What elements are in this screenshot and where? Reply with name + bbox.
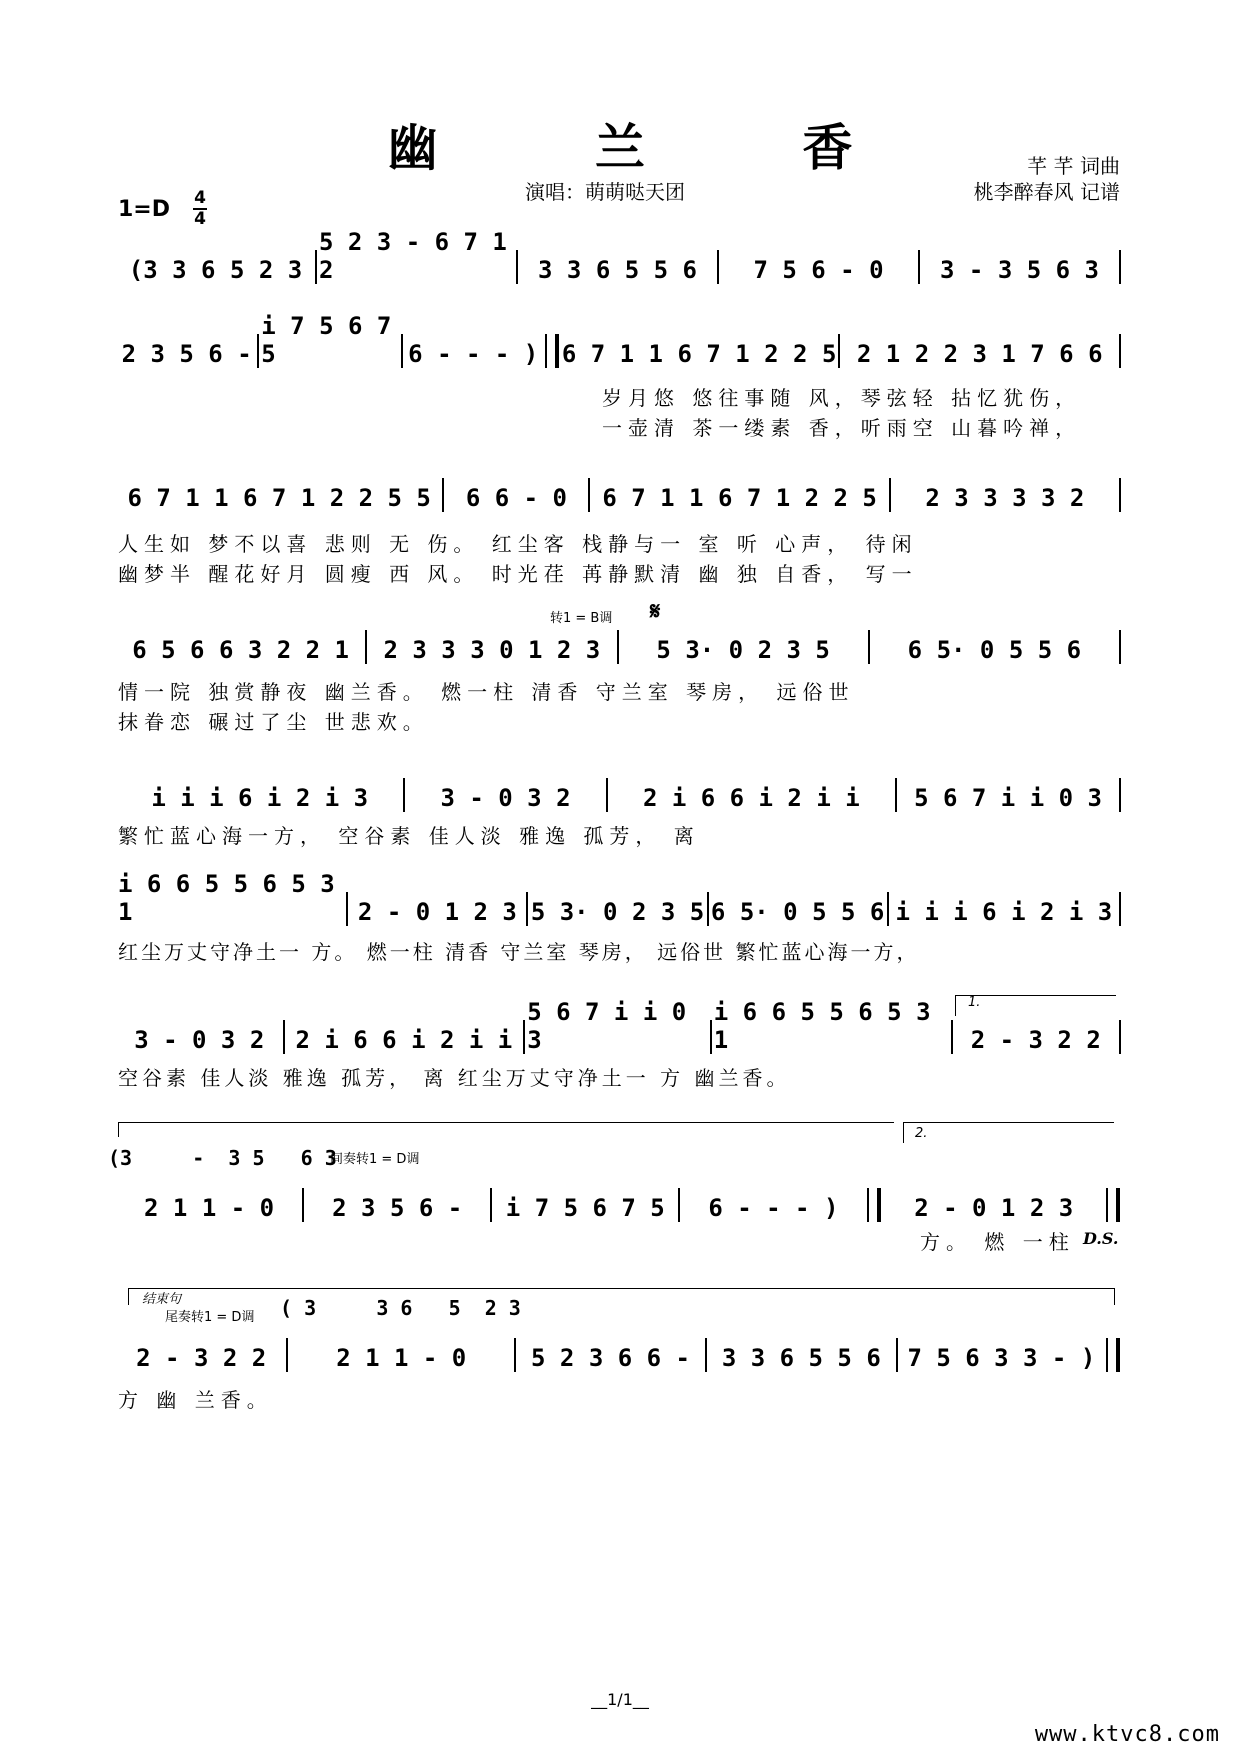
page-number: __1/1__ [591, 1690, 649, 1709]
dal-segno-mark: D.S. [1083, 1229, 1119, 1248]
outro-notes: ( 3 3 6 5 2 3 [280, 1296, 521, 1320]
transcriber: 桃李醉春风 记谱 [973, 180, 1120, 204]
measure: 5 3· 0 2 3 5 [530, 898, 705, 926]
volta-2-label: 2. [915, 1126, 928, 1141]
measure: i i i 6 i 2 i 3 [151, 784, 369, 812]
score-row-8 [118, 1188, 1123, 1222]
measure: 6 7 1 1 6 7 1 2 2 5 [561, 340, 837, 368]
lyric-line: 岁月悠 悠往事随 风，琴弦轻 拈忆犹伤， [602, 386, 1082, 410]
measure: 3 3 6 5 5 6 [538, 256, 697, 284]
measure: 2 - 0 1 2 3 [914, 1194, 1074, 1222]
measure: i 7 5 6 7 5 [261, 312, 392, 368]
measure: 2 1 2 2 3 1 7 6 6 [856, 340, 1103, 368]
lyric-line: 方。 燃 一柱 [920, 1230, 1075, 1254]
measure: 6 5 6 6 3 2 2 1 [132, 636, 349, 664]
lyric-line: 繁忙蓝心海一方， 空谷素 佳人淡 雅逸 孤芳， 离 [118, 824, 700, 848]
measure: 2 1 1 - 0 [144, 1194, 275, 1222]
measure: 2 - 0 1 2 3 [357, 898, 517, 926]
measure: 2 3 3 3 3 2 [925, 484, 1085, 512]
measure: 3 - 3 5 6 3 [940, 256, 1099, 284]
measure: 5 6 7 i i 0 3 [527, 998, 687, 1054]
measure: 7 5 6 - 0 [753, 256, 884, 284]
measure: 5 6 7 i i 0 3 [914, 784, 1102, 812]
measure: i 7 5 6 7 5 [505, 1194, 665, 1222]
measure: i 6 6 5 5 6 5 3 1 [118, 870, 335, 926]
measure: 2 i 6 6 i 2 i i [295, 1026, 513, 1054]
lyric-line: 人生如 梦不以喜 悲则 无 伤。 红尘客 栈静与一 室 听 心声， 待闲 [118, 532, 918, 556]
measure: 5 2 3 - 6 7 1 2 [319, 228, 507, 284]
score-row-2 [118, 312, 1123, 368]
time-denominator: 4 [194, 209, 206, 229]
measure: 2 3 5 6 - [332, 1194, 463, 1222]
outro-modulation: 尾奏转1 = D调 [165, 1310, 255, 1325]
measure: 6 5· 0 5 5 6 [907, 636, 1082, 664]
score-row-9 [118, 1338, 1123, 1372]
measure: 2 1 1 - 0 [336, 1344, 467, 1372]
volta-2-bracket [903, 1122, 1114, 1143]
time-numerator: 4 [194, 188, 206, 208]
measure: i i i 6 i 2 i 3 [895, 898, 1113, 926]
measure: 3 - 0 3 2 [440, 784, 571, 812]
score-row-3 [118, 478, 1123, 512]
lyric-line: 方 幽 兰香。 [118, 1388, 273, 1412]
volta-bracket-line [118, 1122, 894, 1137]
measure: 5 3· 0 2 3 5 [656, 636, 830, 664]
measure: (3 3 6 5 2 3 [128, 256, 303, 284]
score-row-6 [118, 870, 1123, 926]
measure: 3 - 0 3 2 [134, 1026, 265, 1054]
interlude-modulation: 间奏转1 = D调 [330, 1152, 420, 1167]
modulation-mark: 转1 = B调 [550, 611, 613, 626]
lyric-line: 情一院 独赏静夜 幽兰香。 燃一柱 清香 守兰室 琴房， 远俗世 [118, 680, 855, 704]
time-signature [193, 190, 207, 228]
measure: 6 - - - ) [408, 340, 539, 368]
lyric-line: 红尘万丈守净土一 方。 燃一柱 清香 守兰室 琴房， 远俗世 繁忙蓝心海一方， [118, 940, 920, 964]
measure: 6 6 - 0 [465, 484, 567, 512]
key-signature: 1=D [118, 197, 171, 222]
score-row-1 [118, 228, 1123, 284]
measure: 3 3 6 5 5 6 [721, 1344, 881, 1372]
lyric-line: 幽梦半 醒花好月 圆瘦 西 风。 时光荏 苒静默清 幽 独 自香， 写一 [118, 562, 918, 586]
lyric-line: 空谷素 佳人淡 雅逸 孤芳， 离 红尘万丈守净土一 方 幽兰香。 [118, 1066, 791, 1090]
ending-label: 结束句 [142, 1292, 182, 1307]
measure: 6 - - - ) [708, 1194, 839, 1222]
measure: i 6 6 5 5 6 5 3 1 [713, 998, 931, 1054]
score-row-5 [118, 778, 1123, 812]
lyricist-composer: 芊 芊 词曲 [1027, 154, 1120, 178]
measure: 6 7 1 1 6 7 1 2 2 5 [602, 484, 877, 512]
measure: 6 5· 0 5 5 6 [710, 898, 885, 926]
measure: 5 2 3 6 6 - [531, 1344, 690, 1372]
singer: 演唱：萌萌哒天团 [525, 180, 685, 204]
page-number-text: 1/1 [607, 1690, 633, 1709]
interlude-notes: (3 - 3 5 6 3 [108, 1146, 337, 1170]
volta-1-label: 1. [968, 995, 981, 1010]
lyric-line: 一壶清 茶一缕素 香，听雨空 山暮吟禅， [602, 416, 1082, 440]
song-title: 幽 兰 香 [387, 118, 923, 177]
measure: 2 i 6 6 i 2 i i [642, 784, 860, 812]
measure: 2 3 3 3 0 1 2 3 [383, 636, 601, 664]
measure: 2 - 3 2 2 [136, 1344, 267, 1372]
segno-sign: 𝄋 [650, 596, 661, 625]
score-row-7 [118, 998, 1123, 1054]
score-row-4 [118, 630, 1123, 664]
measure: 2 - 3 2 2 [970, 1026, 1101, 1054]
measure: 2 3 5 6 - [121, 340, 252, 368]
watermark: www.ktvc8.com [1034, 1722, 1220, 1747]
ending-bracket [128, 1288, 1115, 1305]
measure: 6 7 1 1 6 7 1 2 2 5 5 [127, 484, 431, 512]
lyric-line: 抹眷恋 碾过了尘 世悲欢。 [118, 710, 429, 734]
measure: 7 5 6 3 3 - ) [907, 1344, 1096, 1372]
